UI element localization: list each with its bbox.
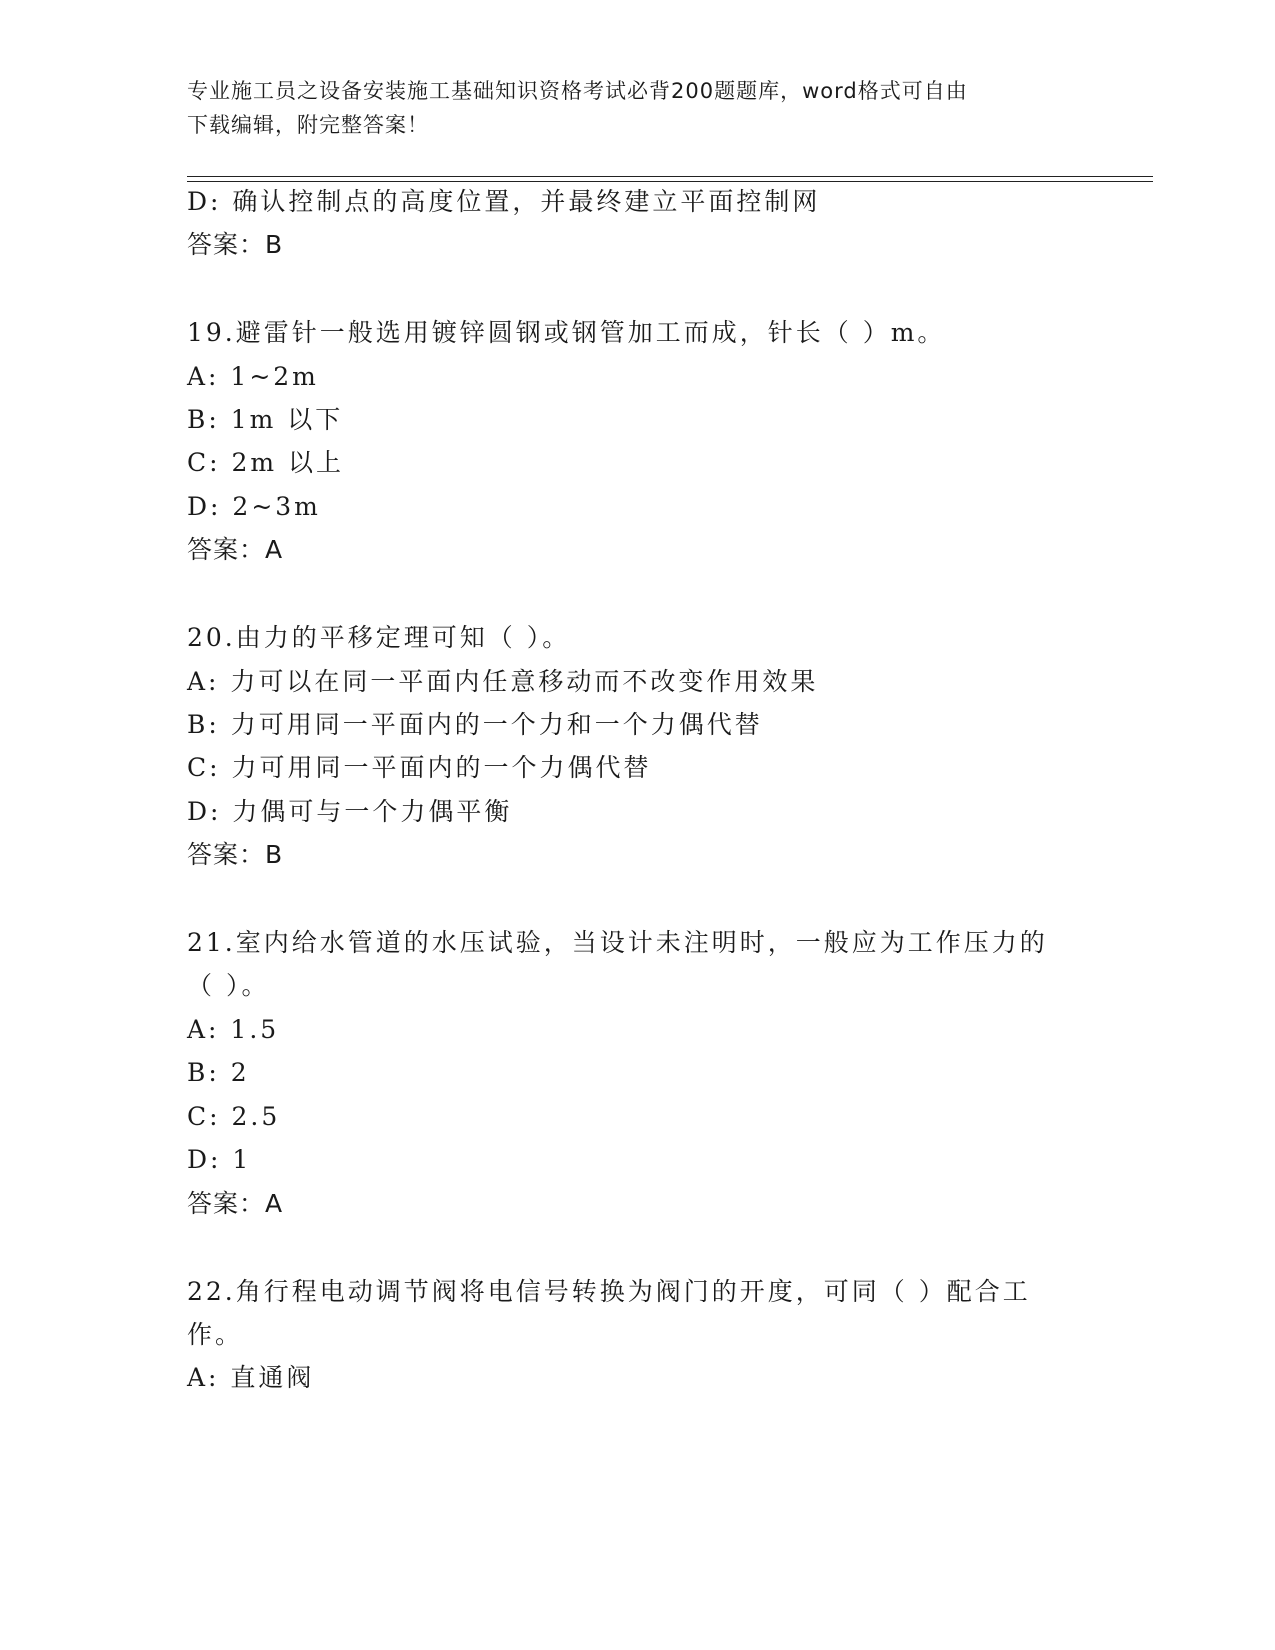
header-line-1: 专业施工员之设备安装施工基础知识资格考试必背200题题库，word格式可自由 (187, 79, 968, 103)
q22-stem-line-1: 22.角行程电动调节阀将电信号转换为阀门的开度，可同（ ）配合工 (187, 1277, 1031, 1306)
q20-option-b: B: 力可用同一平面内的一个力和一个力偶代替 (187, 710, 763, 739)
q18-answer: 答案：B (187, 230, 284, 259)
header-divider-bottom (187, 181, 1153, 182)
q21-option-b: B: 2 (187, 1058, 250, 1087)
header-divider-top (187, 176, 1153, 177)
q20-stem: 20.由力的平移定理可知（ ）。 (187, 623, 571, 652)
q19-answer: 答案：A (187, 535, 284, 564)
q21-option-a: A: 1.5 (187, 1015, 280, 1044)
q21-stem-line-1: 21.室内给水管道的水压试验，当设计未注明时，一般应为工作压力的 (187, 928, 1048, 957)
q19-option-c: C: 2m 以上 (187, 448, 345, 477)
q21-option-d: D: 1 (187, 1145, 252, 1174)
q20-option-c: C: 力可用同一平面内的一个力偶代替 (187, 753, 652, 782)
q21-answer: 答案：A (187, 1189, 284, 1218)
q21-stem-line-2: （ ）。 (187, 971, 270, 1000)
q19-stem: 19.避雷针一般选用镀锌圆钢或钢管加工而成，针长（ ）m。 (187, 318, 946, 347)
q19-option-b: B: 1m 以下 (187, 405, 344, 434)
header-line-2: 下载编辑，附完整答案！ (187, 113, 429, 137)
q18-option-d: D: 确认控制点的高度位置，并最终建立平面控制网 (187, 187, 821, 216)
q22-option-a: A: 直通阀 (187, 1363, 315, 1392)
q22-stem-line-2: 作。 (187, 1320, 244, 1349)
q19-option-d: D: 2~3m (187, 492, 321, 521)
q20-answer: 答案：B (187, 840, 284, 869)
q20-option-d: D: 力偶可与一个力偶平衡 (187, 797, 513, 826)
q19-option-a: A: 1~2m (187, 362, 319, 391)
document-header (187, 74, 1067, 142)
q20-option-a: A: 力可以在同一平面内任意移动而不改变作用效果 (187, 667, 819, 696)
q21-option-c: C: 2.5 (187, 1102, 281, 1131)
